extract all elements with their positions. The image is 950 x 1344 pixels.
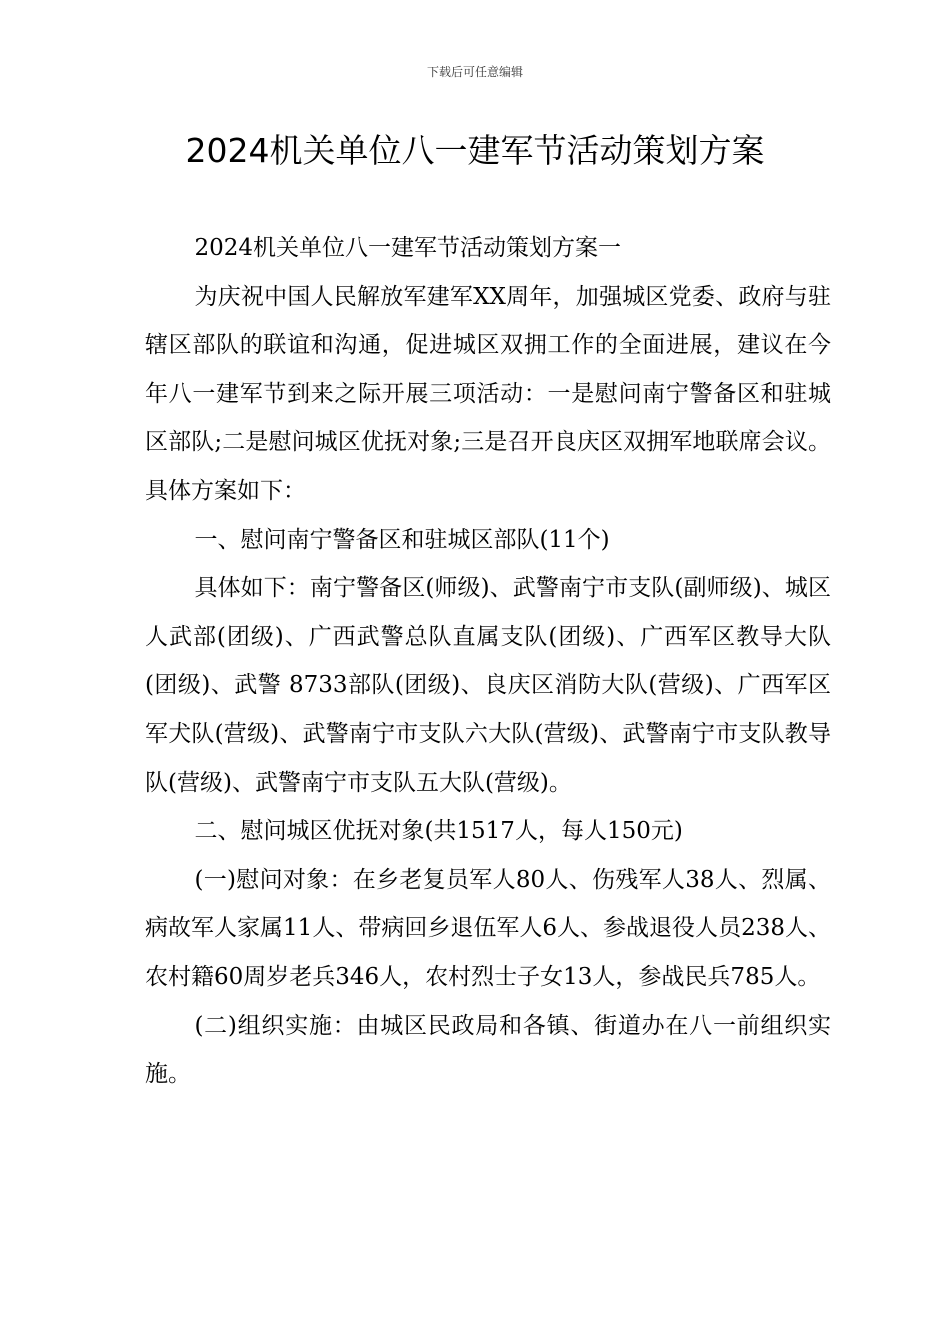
paragraph-subtitle: 2024机关单位八一建军节活动策划方案一: [194, 235, 621, 261]
document-body: [145, 224, 831, 1099]
paragraph-unit-list: 具体如下：南宁警备区(师级)、武警南宁市支队(副师级)、城区人武部(团级)、广西武警总队直属支队(团级)、广西军区教导大队(团级)、武警 8733部队(团级)、良庆区消防大队(营级)、广西军区军犬队(营级)、武警南宁市支队六大队(营级)、武警南宁市支队教导队(营级)、武警南宁市支队五大队(营级)。: [145, 575, 831, 796]
paragraph-recipients: (一)慰问对象：在乡老复员军人80人、伤残军人38人、烈属、病故军人家属11人、带病回乡退伍军人6人、参战退役人员238人、农村籍60周岁老兵346人，农村烈士子女13人，参战民兵785人。: [145, 866, 831, 990]
section-heading-2: 二、慰问城区优抚对象(共1517人，每人150元): [194, 818, 683, 845]
document-title: 2024机关单位八一建军节活动策划方案: [185, 131, 765, 170]
section-heading-1: 一、慰问南宁警备区和驻城区部队(11个): [194, 526, 610, 553]
paragraph-implementation: (二)组织实施：由城区民政局和各镇、街道办在八一前组织实施。: [145, 1012, 831, 1088]
paragraph-intro: 为庆祝中国人民解放军建军XX周年，加强城区党委、政府与驻辖区部队的联谊和沟通，促进城区双拥工作的全面进展，建议在今年八一建军节到来之际开展三项活动：一是慰问南宁警备区和驻城区部队;二是慰问城区优抚对象;三是召开良庆区双拥军地联席会议。具体方案如下：: [145, 283, 831, 504]
header-note: 下载后可任意编辑: [426, 65, 523, 79]
